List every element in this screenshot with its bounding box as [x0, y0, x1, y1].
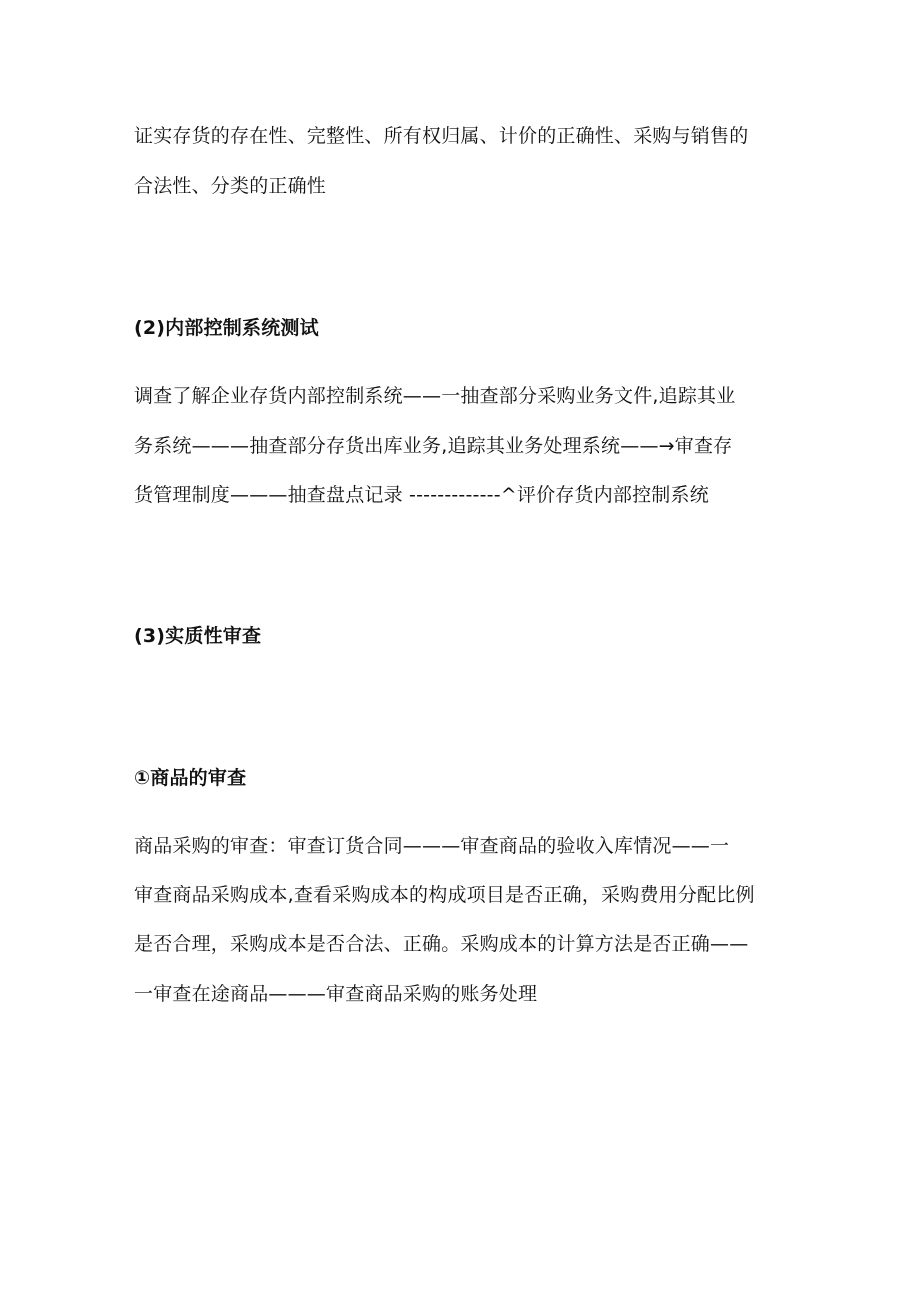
section-2-line-3: 货管理制度———抽查盘点记录 -------------^评价存货内部控制系统: [134, 484, 709, 506]
section-2-line-1: 调查了解企业存货内部控制系统——一抽查部分采购业务文件,追踪其业: [134, 385, 736, 407]
intro-line-2: 合法性、分类的正确性: [134, 175, 327, 197]
intro-line-1: 证实存货的存在性、完整性、所有权归属、计价的正确性、采购与销售的: [134, 125, 749, 147]
subsection-1-line-1: 商品采购的审查：审查订货合同———审查商品的验收入库情况——一: [134, 835, 730, 857]
section-2-heading: (2)内部控制系统测试: [134, 317, 319, 339]
subsection-1-line-2: 审查商品采购成本,查看采购成本的构成项目是否正确，采购费用分配比例: [134, 884, 755, 906]
subsection-1-line-3: 是否合理，采购成本是否合法、正确。采购成本的计算方法是否正确——: [134, 933, 749, 955]
section-3-heading: (3)实质性审查: [134, 625, 262, 647]
subsection-1-line-4: 一审查在途商品———审查商品采购的账务处理: [134, 983, 538, 1005]
subsection-1-heading: ①商品的审查: [134, 767, 247, 789]
section-2-line-2: 务系统———抽查部分存货出库业务,追踪其业务处理系统——→审查存: [134, 435, 733, 457]
